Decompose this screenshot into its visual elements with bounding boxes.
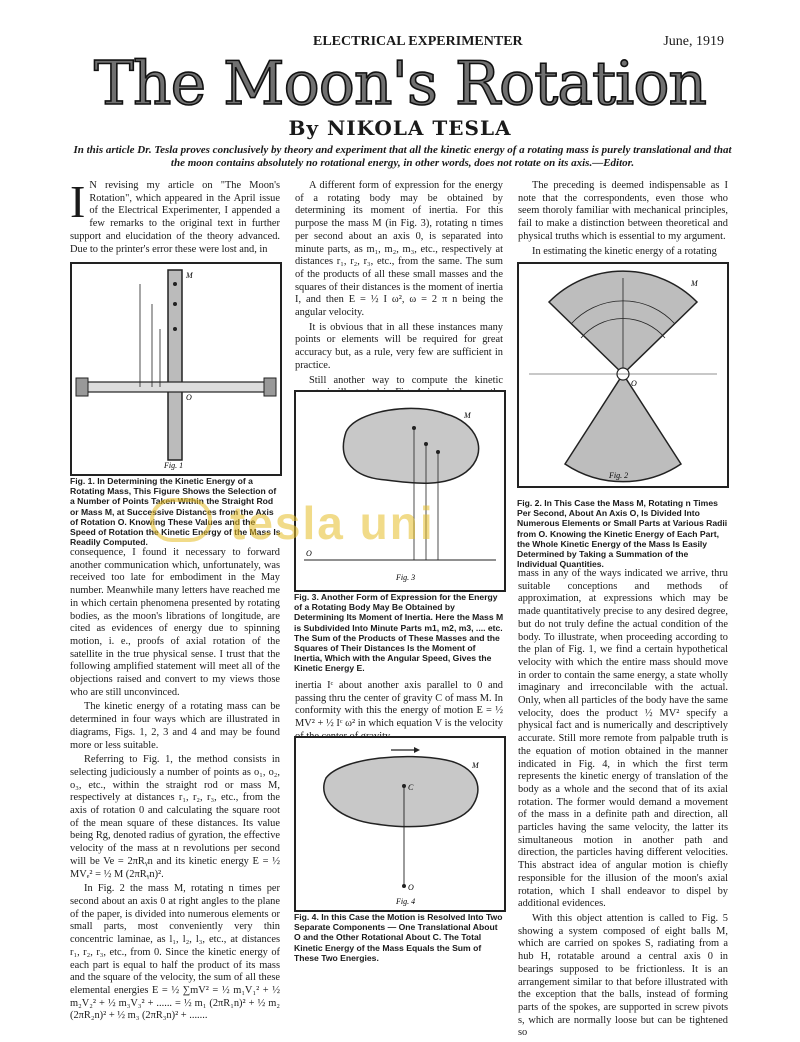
figure-2-caption: Fig. 2. In This Case the Mass M, Rotating n Times Per Second, About An Axis O, Is Divided Into Numerous Elements or Small Parts at Various Radii from O. Knowing the Kinetic Energy of Each Part, the Whole Kinetic Energy of the Mass Is Easily Determined by Taking a Summation of the Individual Quantities.	[517, 498, 728, 570]
col2-paragraph-2: It is obvious that in all these instances many points or elements will be required for great accuracy but, as a rule, very few are sufficient in practice.	[295, 321, 503, 371]
issue-date: June, 1919	[663, 34, 724, 49]
article-title: The Moon's Rotation	[93, 49, 707, 119]
fig4-label-O: O	[408, 883, 414, 892]
figure-4	[294, 736, 506, 912]
publication-name: ELECTRICAL EXPERIMENTER	[313, 34, 523, 49]
column-1	[70, 176, 280, 258]
col1-paragraph-3: The kinetic energy of a rotating mass can be determined in four ways which are illustrated in diagrams, Figs. 1, 2, 3 and 4 and may be found more or less suitable.	[70, 701, 280, 751]
sector-bottom	[565, 374, 681, 482]
col2-paragraph-3: Still another way to compute the kinetic	[309, 374, 503, 386]
figure-2-diagram	[519, 264, 727, 486]
editor-intro: In this article Dr. Tesla proves conclusively by theory and experiment that all the kinetic energy of a rotating mass is purely translational and that the moon contains absolutely no rotational energy, in other words, does not rotate on its axis.—Editor.	[73, 144, 732, 169]
fig4-label-M: M	[472, 761, 479, 770]
col3-paragraph-3: mass in any of the ways indicated we arrive, thru suitable conceptions and methods of approximation, at expressions which may be made quantitatively precise to any desired degree, but do not truly define the actual condition of the body. To illustrate, when proceeding according to the plan of Fig. 1, we find a certain hypothetical velocity with which the entire mass should move in order to contain the same energy, a state wholly imaginary and irreconcilable with the actual. Only, when all particles of the body have the same velocity, does the product ½ MV² specify a physical fact and is numerically and descriptively accurate. Still more remote from palpable truth is the equation of motion obtained in the manner indicated in Fig. 4, in which the first term represents the kinetic energy of translation of the body as a whole and the second that of its axial rotation. The former would demand a movement of the mass in a definite path and direction, all particles having the same velocity, the latter its simultaneous motion in another path and direction, the particles having different velocities. This abstract idea of angular motion is chiefly responsible for the illusion of the moon's axial rotation, which I shall endeavor to dispel by additional evidences.	[518, 568, 728, 910]
fig4-label-C: C	[408, 783, 414, 792]
figure-3-caption: Fig. 3. Another Form of Expression for the Energy of a Rotating Body May Be Obtained by Determining Its Moment of Inertia. Here the Mass M is Subdivided Into Minute Parts m1, m2, m3, .... etc. The Sum of the Products of These Masses and the Squares of Their Distances Is the Moment of Inertia, Which with the Angular Speed, Gives the Kinetic Energy E.	[294, 592, 504, 674]
fig2-label-M: M	[691, 279, 698, 288]
label-O: O	[186, 393, 192, 402]
fig3-label-M: M	[464, 411, 471, 420]
figure-1-diagram	[72, 264, 280, 474]
col3-paragraph-4: With this object attention is called to Fig. 5 showing a system composed of eight balls M, which are carried on spokes S, radiating from a hub H, rotatable around a central axis 0 in bearings supposed to be frictionless. It is an arrangement similar to that before illustrated with the exception that the balls, instead of forming parts of the spokes, are supported in screw pivots s, which are normally loose but can be tightened so	[518, 912, 728, 1039]
figure-3	[294, 390, 506, 592]
watermark-text: tesla uni	[230, 497, 435, 549]
column-3-continued	[518, 568, 728, 1042]
figure-2	[517, 262, 729, 488]
col3-paragraph-2: In estimating the kinetic energy of a rotating	[532, 245, 717, 257]
figure-3-label: Fig. 3	[396, 573, 416, 582]
bearing-right	[264, 378, 276, 396]
col2-paragraph-4: inertia Iᶜ about another axis parallel to 0 and passing thru the center of gravity C of mass M. In conformity with this the energy of motion E = ½ MV² + ½ Iᶜ ω² in which equation V is the velocity	[295, 680, 503, 730]
mass-blob	[343, 408, 478, 483]
col1-paragraph-4: Referring to Fig. 1, the method consists in selecting judiciously a number of points as o₁, o₂, o₃, etc., within the straight rod or mass M, respectively at distances r₁, r₂, r₃, etc., from the axis of rotation 0 and calculating the square root of the mean square of these distances. Its value being Rg, denoted radius of gyration, the effective velocity of the mass at n revolutions per second will be Ve = 2πRᵧn and its kinetic energy E = ½ MVₑ² = ½ M (2πRᵧn)².	[70, 754, 280, 880]
figure-4-diagram	[296, 738, 504, 910]
fig3-label-O: O	[306, 549, 312, 558]
figure-2-label: Fig. 2	[609, 471, 629, 480]
col1-paragraph-1: N revising my article on "The Moon's Rotation", which appeared in the April issue of the Electrical Experimenter, I appended a few remarks to the original text in further support and elucidation of the theory advanced. Due to the printer's error these were lost and, in	[70, 180, 280, 255]
figure-1-caption: Fig. 1. In Determining the Kinetic Energy of a Rotating Mass, This Figure Shows the Selection of a Number of Points Taken Within the Straight Rod or Mass M, at Successive Distances from the Axis of Rotation O. Knowing These Values and the Speed of Rotation the Kinetic Energy of the Mass Is Readily Computed.	[70, 476, 281, 548]
figure-1	[70, 262, 282, 476]
rod-vertical	[168, 270, 182, 460]
fig2-label-O: O	[631, 379, 637, 388]
figure-1-label: Fig. 1	[164, 461, 184, 470]
label-M: M	[186, 271, 193, 280]
col3-paragraph-1: The preceding is deemed indispensable as I note that the correspondents, even those who seem thoroly familiar with mechanical principles, fail to make a distinction between theoretical and physical truths which is essential to my argument.	[518, 180, 728, 242]
figure-4-caption: Fig. 4. In this Case the Motion is Resolved Into Two Separate Components — One Translational About O and the Other Rotational About C. The Total Kinetic Energy of the Mass Equals the Sum of These Two Energies.	[294, 912, 503, 963]
column-1-continued	[70, 547, 280, 1025]
article-byline: By NIKOLA TESLA	[288, 116, 512, 140]
col1-paragraph-5: In Fig. 2 the mass M, rotating n times per second about an axis 0 at right angles to the plane of the paper, is divided into numerous elements or small parts, most conveniently very thin concentric laminae, as l₁, l₂, l₃, etc., at distances r₁, r₂, r₃, etc., from 0. Since the kinetic energy of each part is equal to half the product of its mass and the square of the velocity, the sum of all these elemental energies E = ½ ∑mV² = ½ m₁V₁² + ½ m₂V₂² + ½ m₃V₃² + ...... = ½ m₁ (2πR₁n)² + ½ m₂ (2πR₂n)² + ½ m₃ (2πR₃n)² + .......	[70, 883, 280, 1022]
col1-paragraph-2: consequence, I found it necessary to forward another communication which, unfortunately, was received too late for embodiment in the May number. Meanwhile many letters have reached me in which certain phenomena presented by rotating bodies, as the moon's librations of longitude, are cited as evidences of energy due to spinning motion, i. e., proofs of axial rotation of the satellite in the true physical sense. I trust that the following amplified statement will meet all of the objections raised and convert to my views those who are still unconvinced.	[70, 547, 280, 698]
column-3	[518, 180, 728, 260]
rod-horizontal	[78, 382, 274, 392]
column-2	[295, 180, 503, 415]
figure-3-diagram	[296, 392, 504, 590]
figure-4-label: Fig. 4	[396, 897, 416, 906]
drop-cap: I	[70, 176, 86, 227]
col2-paragraph-1: A different form of expression for the energy of a rotating body may be obtained by determining its moment of inertia. For this purpose the mass M (in Fig. 3), rotating n times per second about an axis 0, is separated into minute parts, as m₁, m₂, m₃, etc., respectively at distances r₁, r₂, r₃, etc., from the same. The sum of the products of all these small masses and the squares of their distances is the moment of inertia I, and then E = ½ I ω², ω = 2 π n being the angular velocity.	[295, 180, 503, 319]
bearing-left	[76, 378, 88, 396]
mass-blob	[324, 757, 478, 827]
